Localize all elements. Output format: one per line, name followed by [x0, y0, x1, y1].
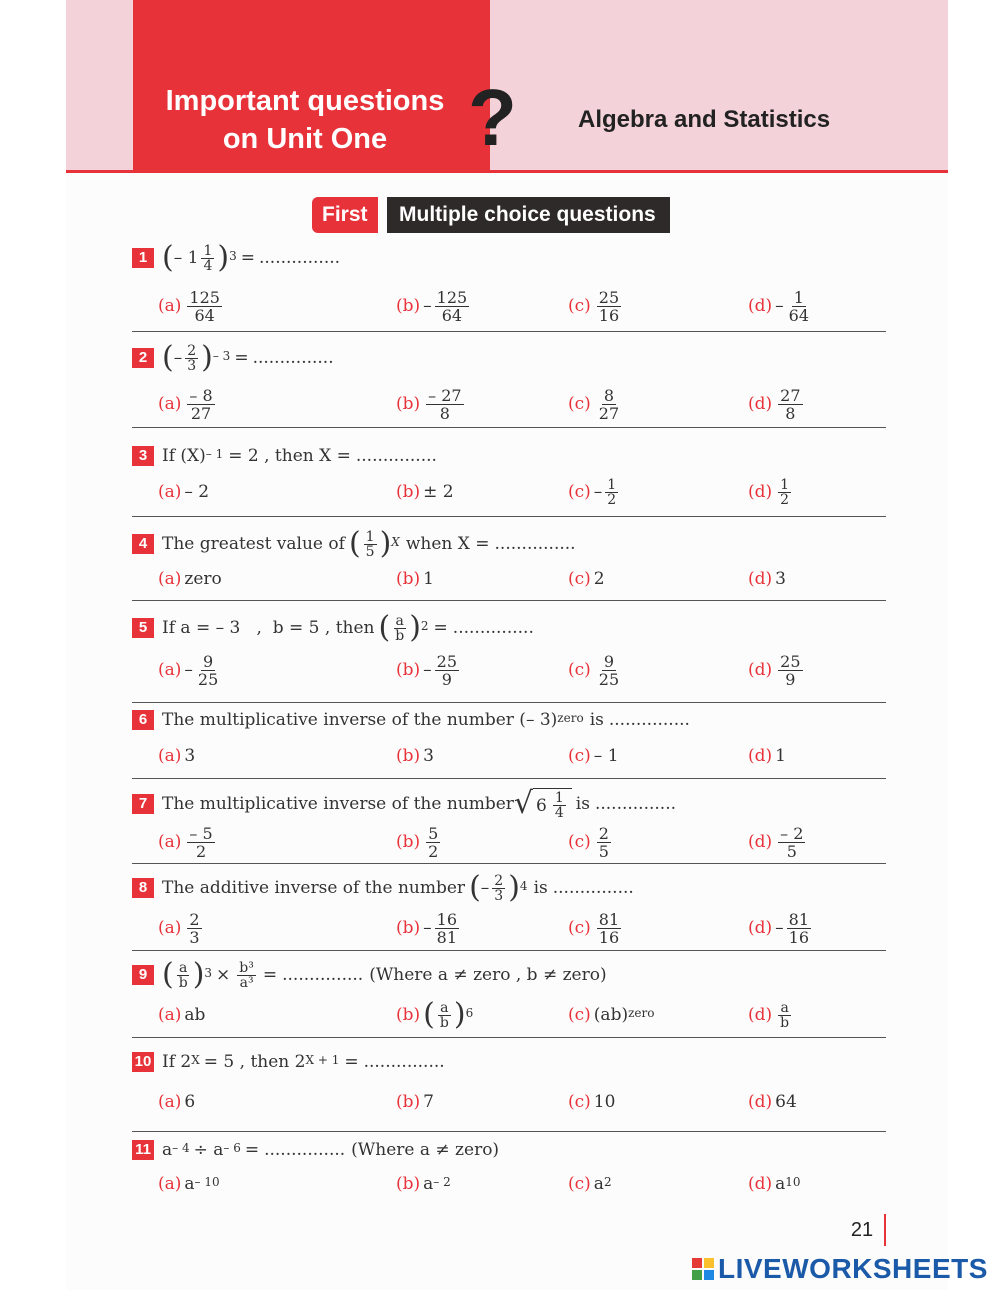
question-number: 7 — [132, 794, 154, 814]
square-root-icon: √ 6 $\frac{1}{4}$ — [514, 788, 572, 820]
option-d[interactable]: (d) $\frac{a}{b}$ — [748, 999, 790, 1031]
question-number: 4 — [132, 534, 154, 554]
answer-blank[interactable]: ............... — [594, 794, 677, 814]
question-stem: 8 The additive inverse of the number ( – $\frac{2}{3}$ ) $^4$ is ............... — [132, 868, 634, 908]
option-b[interactable]: (b) a $^{- 2}$ — [396, 1174, 451, 1194]
option-b[interactable]: (b) – $\frac{16}{81}$ — [396, 909, 458, 947]
option-c[interactable]: (c) $\frac{9}{25}$ — [568, 651, 620, 689]
question-number: 6 — [132, 710, 154, 730]
answer-blank[interactable]: ............... — [363, 1052, 445, 1072]
option-d[interactable]: (d) 64 — [748, 1092, 797, 1112]
option-b[interactable]: (b) – $\frac{25}{9}$ — [396, 651, 458, 689]
divider — [132, 950, 886, 951]
question-stem: 4 The greatest value of ( $\frac{1}{5}$ ) $^X$ when X = ............... — [132, 524, 576, 564]
option-c[interactable]: (c) (ab) $^{zero}$ — [568, 1005, 655, 1025]
liveworksheets-logo-icon — [692, 1258, 714, 1280]
question-stem: 1 ( – 1 $\frac{1}{4}$ ) $^3$ = ............... — [132, 238, 340, 278]
option-c[interactable]: (c) 2 — [568, 569, 605, 589]
option-b[interactable]: (b) 1 — [396, 569, 434, 589]
question-number: 2 — [132, 348, 154, 368]
option-d[interactable]: (d) $\frac{27}{8}$ — [748, 385, 801, 423]
option-d[interactable]: (d) – $\frac{81}{16}$ — [748, 909, 810, 947]
divider — [132, 863, 886, 864]
option-c[interactable]: (c) 10 — [568, 1092, 616, 1112]
option-d[interactable]: (d) $\frac{25}{9}$ — [748, 651, 801, 689]
option-a[interactable]: (a) – $\frac{9}{25}$ — [158, 651, 219, 689]
option-a[interactable]: (a) zero — [158, 569, 222, 589]
question-number: 5 — [132, 618, 154, 638]
question-stem: 5 If a = – 3 , b = 5 , then ( $\frac{a}{b}$ ) $^2$ = ............... — [132, 608, 534, 648]
answer-blank[interactable]: ............... — [264, 1140, 346, 1160]
option-d[interactable]: (d) 3 — [748, 569, 786, 589]
answer-blank[interactable]: ............... — [258, 248, 341, 268]
question-number: 11 — [132, 1140, 154, 1160]
answer-blank[interactable]: ............... — [355, 446, 437, 466]
divider — [132, 331, 886, 332]
question-stem: 7 The multiplicative inverse of the number √ 6 $\frac{1}{4}$ is ............... — [132, 784, 676, 824]
question-stem: 10 If 2 $^X$ = 5 , then 2 $^{X + 1}$ = ............... — [132, 1042, 445, 1082]
option-b[interactable]: (b) $\frac{5}{2}$ — [396, 823, 439, 861]
question-number: 8 — [132, 878, 154, 898]
option-d[interactable]: (d) a $^{10}$ — [748, 1174, 801, 1194]
option-d[interactable]: (d) $\frac{1}{2}$ — [748, 476, 790, 508]
question-number: 10 — [132, 1052, 154, 1072]
option-d[interactable]: (d) $\frac{- 2}{5}$ — [748, 823, 804, 861]
divider — [132, 427, 886, 428]
option-c[interactable]: (c) a $^2$ — [568, 1174, 612, 1194]
option-d[interactable]: (d) 1 — [748, 746, 786, 766]
question-stem: 3 If (X) $^{- 1}$ = 2 , then X = ............... — [132, 436, 437, 476]
section-label: First — [312, 197, 378, 233]
option-c[interactable]: (c) – 1 — [568, 746, 619, 766]
header-divider — [66, 170, 948, 173]
option-a[interactable]: (a) 3 — [158, 746, 196, 766]
header-subtitle: Algebra and Statistics — [578, 106, 831, 133]
divider — [132, 778, 886, 779]
option-a[interactable]: (a) ab — [158, 1005, 206, 1025]
question-stem: 11 a $^{- 4}$ ÷ a $^{- 6}$ = ............... (Where a ≠ zero) — [132, 1130, 499, 1170]
question-stem: 2 ( – $\frac{2}{3}$ ) $^{- 3}$ = ............... — [132, 338, 334, 378]
answer-blank[interactable]: ............... — [282, 965, 364, 985]
question-number: 9 — [132, 965, 154, 985]
option-c[interactable]: (c) $\frac{25}{16}$ — [568, 287, 620, 325]
option-c[interactable]: (c) – $\frac{1}{2}$ — [568, 476, 617, 508]
question-stem: 6 The multiplicative inverse of the number (– 3) $^{zero}$ is ............... — [132, 700, 690, 740]
answer-blank[interactable]: ............... — [608, 710, 690, 730]
header-title: Important questions on Unit One — [165, 85, 445, 155]
answer-blank[interactable]: ............... — [552, 878, 634, 898]
option-c[interactable]: (c) $\frac{81}{16}$ — [568, 909, 620, 947]
divider — [132, 1037, 886, 1038]
answer-blank[interactable]: ............... — [494, 534, 576, 554]
option-b[interactable]: (b) – $\frac{125}{64}$ — [396, 287, 468, 325]
option-c[interactable]: (c) $\frac{2}{5}$ — [568, 823, 609, 861]
option-a[interactable]: (a) $\frac{- 5}{2}$ — [158, 823, 213, 861]
option-b[interactable]: (b) $\frac{- 27}{8}$ — [396, 385, 462, 423]
option-b[interactable]: (b) 3 — [396, 746, 434, 766]
option-c[interactable]: (c) $\frac{8}{27}$ — [568, 385, 620, 423]
watermark-text: LIVEWORKSHEETS — [718, 1253, 988, 1284]
liveworksheets-watermark — [692, 1252, 988, 1286]
option-a[interactable]: (a) $\frac{- 8}{27}$ — [158, 385, 213, 423]
option-b[interactable]: (b) ( $\frac{a}{b}$ ) $^6$ — [396, 997, 474, 1032]
divider — [132, 516, 886, 517]
section-title: Multiple choice questions — [387, 197, 670, 233]
option-b[interactable]: (b) ± 2 — [396, 482, 454, 502]
question-number: 3 — [132, 446, 154, 466]
option-a[interactable]: (a) $\frac{125}{64}$ — [158, 287, 220, 325]
option-d[interactable]: (d) – $\frac{1}{64}$ — [748, 287, 810, 325]
answer-blank[interactable]: ............... — [452, 618, 534, 638]
option-a[interactable]: (a) a $^{- 10}$ — [158, 1174, 220, 1194]
option-a[interactable]: (a) – 2 — [158, 482, 210, 502]
option-b[interactable]: (b) 7 — [396, 1092, 434, 1112]
question-stem: 9 ( $\frac{a}{b}$ ) $^3$ × $\frac{\text{b³}}{\text{a³}}$ = ............... (Where a ≠ zero , b ≠ zero) — [132, 955, 607, 995]
option-a[interactable]: (a) 6 — [158, 1092, 196, 1112]
option-a[interactable]: (a) $\frac{2}{3}$ — [158, 909, 200, 947]
page-number: 21 — [840, 1214, 886, 1246]
question-number: 1 — [132, 248, 154, 268]
question-mark-icon: ? — [468, 73, 517, 162]
answer-blank[interactable]: ............... — [252, 348, 334, 368]
divider — [132, 600, 886, 601]
